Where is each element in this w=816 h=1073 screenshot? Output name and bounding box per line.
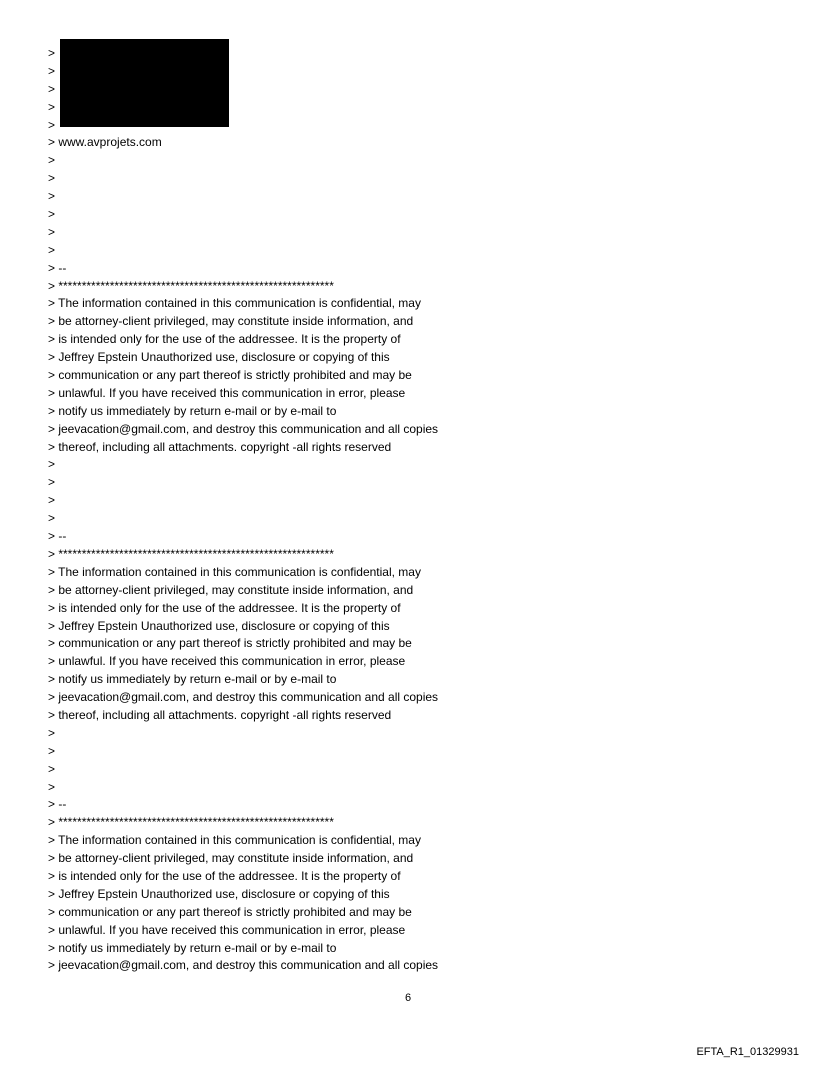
email-line: > www.avprojets.com (48, 135, 162, 150)
email-line: > be attorney-client privileged, may constitute inside information, and (48, 314, 414, 329)
email-line: > *********************************************************** (48, 815, 334, 830)
email-line: > (48, 153, 56, 168)
email-line: > -- (48, 260, 67, 275)
email-line: > (48, 743, 56, 758)
email-line: > Jeffrey Epstein Unauthorized use, disclosure or copying of this (48, 618, 390, 633)
email-line: > (48, 761, 56, 776)
email-line: > -- (48, 529, 67, 544)
email-line: > be attorney-client privileged, may constitute inside information, and (48, 582, 414, 597)
email-line: > (48, 171, 56, 186)
email-line: > communication or any part thereof is strictly prohibited and may be (48, 904, 412, 919)
email-line: > thereof, including all attachments. copyright -all rights reserved (48, 707, 392, 722)
email-line: > communication or any part thereof is strictly prohibited and may be (48, 636, 412, 651)
email-line: > (48, 81, 56, 96)
email-line: > is intended only for the use of the addressee. It is the property of (48, 868, 401, 883)
email-line: > (48, 207, 56, 222)
email-line: > notify us immediately by return e-mail or by e-mail to (48, 403, 337, 418)
email-line: > *********************************************************** (48, 546, 334, 561)
email-line: > unlawful. If you have received this communication in error, please (48, 654, 406, 669)
email-line: > (48, 475, 56, 490)
email-line: > The information contained in this communication is confidential, may (48, 833, 421, 848)
email-line: > jeevacation@gmail.com, and destroy this communication and all copies (48, 690, 439, 705)
email-line: > (48, 99, 56, 114)
email-line: > The information contained in this communication is confidential, may (48, 564, 421, 579)
document-id: EFTA_R1_01329931 (696, 1046, 799, 1058)
page-number: 6 (404, 992, 412, 1004)
email-line: > is intended only for the use of the addressee. It is the property of (48, 600, 401, 615)
redaction-box (60, 39, 229, 127)
email-line: > (48, 493, 56, 508)
email-line: > communication or any part thereof is strictly prohibited and may be (48, 368, 412, 383)
email-line: > (48, 224, 56, 239)
email-line: > (48, 117, 56, 132)
email-line: > The information contained in this communication is confidential, may (48, 296, 421, 311)
email-line: > jeevacation@gmail.com, and destroy this communication and all copies (48, 421, 439, 436)
email-line: > Jeffrey Epstein Unauthorized use, disclosure or copying of this (48, 350, 390, 365)
email-line: > jeevacation@gmail.com, and destroy this communication and all copies (48, 958, 439, 973)
email-line: > (48, 63, 56, 78)
email-line: > notify us immediately by return e-mail or by e-mail to (48, 672, 337, 687)
email-line: > thereof, including all attachments. copyright -all rights reserved (48, 439, 392, 454)
email-line: > (48, 189, 56, 204)
email-line: > (48, 725, 56, 740)
email-line: > unlawful. If you have received this communication in error, please (48, 385, 406, 400)
email-line: > -- (48, 797, 67, 812)
email-line: > Jeffrey Epstein Unauthorized use, disclosure or copying of this (48, 886, 390, 901)
email-line: > (48, 242, 56, 257)
email-line: > (48, 46, 56, 60)
email-line: > is intended only for the use of the addressee. It is the property of (48, 332, 401, 347)
email-line: > (48, 779, 56, 794)
email-line: > be attorney-client privileged, may constitute inside information, and (48, 851, 414, 866)
email-line: > *********************************************************** (48, 278, 334, 293)
email-line: > notify us immediately by return e-mail or by e-mail to (48, 940, 337, 955)
quoted-email-body (48, 45, 438, 975)
email-line: > (48, 457, 56, 472)
email-line: > unlawful. If you have received this communication in error, please (48, 922, 406, 937)
email-line: > (48, 511, 56, 526)
